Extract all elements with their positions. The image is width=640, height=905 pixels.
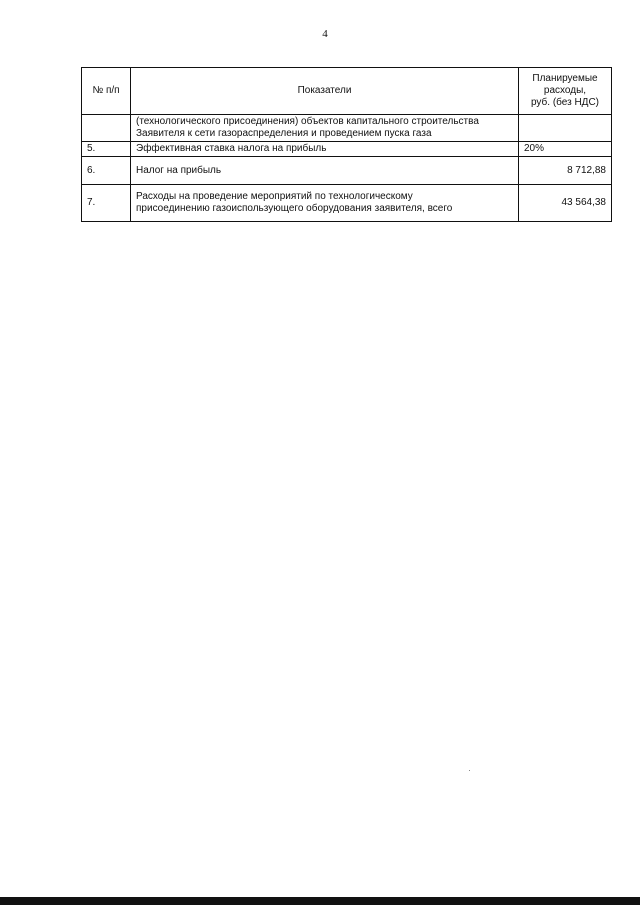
header-cost-line: Планируемые — [532, 73, 598, 84]
scan-bottom-edge — [0, 897, 640, 905]
row-indicator-line: (технологического присоединения) объектов капитального строительства — [136, 116, 479, 127]
row-number: 7. — [82, 185, 131, 222]
header-planned-costs — [519, 68, 612, 115]
row-indicator-line: присоединению газоиспользующего оборудования заявителя, всего — [136, 203, 453, 214]
row-value: 20% — [519, 142, 612, 157]
table-row — [82, 185, 612, 222]
header-number: № п/п — [82, 68, 131, 115]
table-row — [82, 157, 612, 185]
row-indicator-line: Заявителя к сети газораспределения и проведением пуска газа — [136, 128, 432, 139]
row-number: 5. — [82, 142, 131, 157]
row-indicator: Эффективная ставка налога на прибыль — [131, 142, 519, 157]
row-indicator-line: Расходы на проведение мероприятий по технологическому — [136, 191, 413, 202]
header-indicators: Показатели — [131, 68, 519, 115]
row-value — [519, 115, 612, 142]
expenses-table — [81, 67, 612, 222]
scan-speck — [469, 770, 470, 771]
row-indicator: Налог на прибыль — [131, 157, 519, 185]
table-row — [82, 142, 612, 157]
page-number: 4 — [322, 28, 328, 40]
row-number: 6. — [82, 157, 131, 185]
row-number — [82, 115, 131, 142]
table-row — [82, 115, 612, 142]
header-cost-line: расходы, — [543, 85, 587, 96]
row-value: 43 564,38 — [519, 185, 612, 222]
row-value: 8 712,88 — [519, 157, 612, 185]
header-cost-line: руб. (без НДС) — [530, 97, 600, 108]
table-header-row — [82, 68, 612, 115]
row-indicator — [131, 115, 519, 142]
row-indicator — [131, 185, 519, 222]
